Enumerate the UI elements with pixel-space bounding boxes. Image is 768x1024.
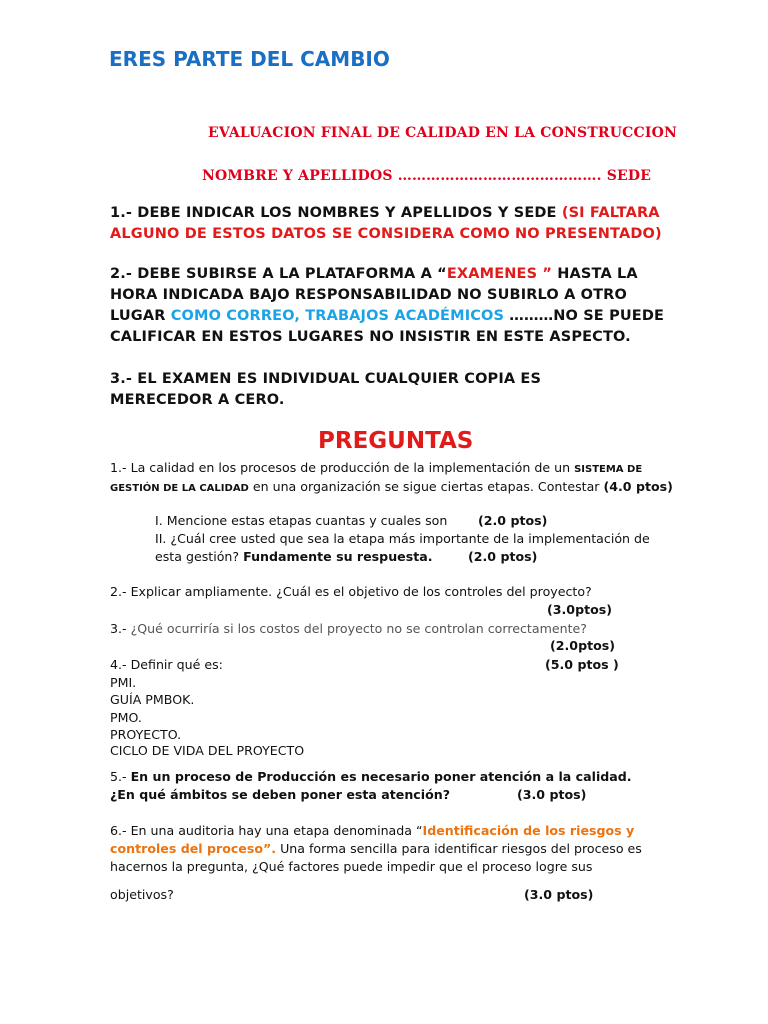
- question-1-sub-i: I. Mencione estas etapas cuantas y cuales son: [155, 513, 448, 528]
- question-5-line-1: 5.- En un proceso de Producción es necesario poner atención a la calidad.: [110, 769, 632, 784]
- question-4-item: PROYECTO.: [110, 727, 182, 742]
- question-3-points: (2.0ptos): [550, 638, 616, 653]
- question-2-points: (3.0ptos): [547, 602, 613, 617]
- question-6-line-3: hacernos la pregunta, ¿Qué factores puede impedir que el proceso logre sus: [110, 859, 593, 874]
- document-header: ERES PARTE DEL CAMBIO: [109, 47, 390, 71]
- rule-2: 2.- DEBE SUBIRSE A LA PLATAFORMA A “EXAMENES ” HASTA LA HORA INDICADA BAJO RESPONSABILIDAD NO SUBIRLO A OTRO LUGAR COMO CORREO, TRABAJOS ACADÉMICOS ………NO SE PUEDE CALIFICAR EN ESTOS LUGARES NO INSISTIR EN ESTE ASPECTO.: [110, 266, 665, 345]
- rule-2-examenes: EXAMENES ”: [446, 266, 553, 282]
- question-4-item: PMO.: [110, 710, 142, 725]
- section-title-preguntas: PREGUNTAS: [318, 428, 474, 454]
- rule-1-warning: (SI FALTARA ALGUNO DE ESTOS DATOS SE CONSIDERA COMO NO PRESENTADO): [110, 205, 662, 242]
- question-2: 2.- Explicar ampliamente. ¿Cuál es el objetivo de los controles del proyecto?: [110, 584, 592, 599]
- rule-3: 3.- EL EXAMEN ES INDIVIDUAL CUALQUIER COPIA ES MERECEDOR A CERO.: [110, 371, 542, 408]
- question-1-sub-i-points: (2.0 ptos): [478, 513, 548, 528]
- question-4-item: GUÍA PMBOK.: [110, 692, 195, 707]
- question-4: 4.- Definir qué es:: [110, 657, 223, 672]
- rule-1: 1.- DEBE INDICAR LOS NOMBRES Y APELLIDOS Y SEDE (SI FALTARA ALGUNO DE ESTOS DATOS SE CONSIDERA COMO NO PRESENTADO): [110, 205, 662, 242]
- question-4-points: (5.0 ptos ): [545, 657, 619, 672]
- question-1-sub-ii-points: (2.0 ptos): [468, 549, 538, 564]
- question-1-line-1: 1.- La calidad en los procesos de producción de la implementación de un SISTEMA DE: [110, 460, 643, 475]
- name-and-site-line: NOMBRE Y APELLIDOS ……………………………………. SEDE: [202, 168, 652, 184]
- question-6-points: (3.0 ptos): [524, 887, 594, 902]
- question-5-points: (3.0 ptos): [517, 787, 587, 802]
- question-5-line-2: ¿En qué ámbitos se deben poner esta atención?: [110, 787, 450, 802]
- question-3: 3.- ¿Qué ocurriría si los costos del proyecto no se controlan correctamente?: [110, 621, 587, 636]
- question-1-points: (4.0 ptos): [603, 479, 673, 494]
- question-1-line-2: GESTIÓN DE LA CALIDAD en una organización se sigue ciertas etapas. Contestar (4.0 ptos): [110, 479, 673, 494]
- question-6-line-1: 6.- En una auditoria hay una etapa denominada “Identificación de los riesgos y: [110, 823, 635, 838]
- question-4-item: CICLO DE VIDA DEL PROYECTO: [110, 743, 305, 758]
- question-1-sub-ii-line-1: II. ¿Cuál cree usted que sea la etapa más importante de la implementación de: [155, 531, 650, 546]
- question-1-sub-ii-line-2: esta gestión? Fundamente su respuesta.: [155, 549, 433, 564]
- question-4-item: PMI.: [110, 675, 137, 690]
- exam-title: EVALUACION FINAL DE CALIDAD EN LA CONSTRUCCION: [208, 125, 678, 141]
- question-6-line-2: controles del proceso”. Una forma sencilla para identificar riesgos del proceso es: [110, 841, 642, 856]
- rule-2-places: COMO CORREO, TRABAJOS ACADÉMICOS: [170, 308, 505, 324]
- question-6-line-4: objetivos?: [110, 887, 174, 902]
